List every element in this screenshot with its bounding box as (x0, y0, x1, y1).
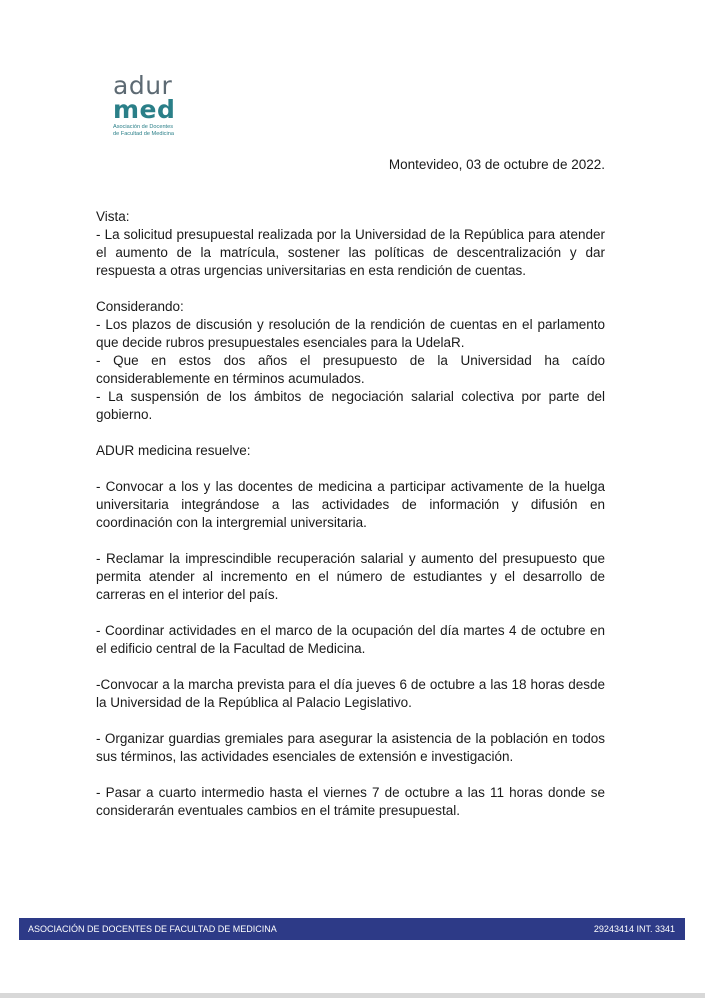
logo-med-text: med (113, 95, 176, 124)
considerando-heading: Considerando: (96, 299, 184, 314)
resuelve-item: - Organizar guardias gremiales para asegurar la asistencia de la población en todos sus términos, las actividades esenciales de extensión e investigación. (96, 731, 605, 764)
footer-phone: 29243414 INT. 3341 (593, 924, 675, 934)
bottom-divider (0, 993, 705, 998)
resuelve-item: - Coordinar actividades en el marco de la ocupación del día martes 4 de octubre en el edificio central de la Facultad de Medicina. (96, 623, 605, 656)
document-body (96, 208, 605, 820)
resuelve-heading: ADUR medicina resuelve: (96, 443, 251, 458)
resuelve-item: - Convocar a los y las docentes de medicina a participar activamente de la huelga universitaria integrándose a las actividades de información y difusión en coordinación con la intergremial universitaria. (96, 479, 605, 530)
vista-heading: Vista: (96, 209, 130, 224)
logo-adur-text: adur (113, 71, 173, 100)
considerando-item: - La suspensión de los ámbitos de negociación salarial colectiva por parte del gobierno. (96, 389, 605, 422)
document-date: Montevideo, 03 de octubre de 2022. (388, 157, 605, 172)
logo-subtitle-line1: Asociación de Docentes (113, 124, 174, 130)
considerando-item: - Que en estos dos años el presupuesto de la Universidad ha caído considerablemente en términos acumulados. (96, 353, 605, 386)
footer-organization: ASOCIACIÓN DE DOCENTES DE FACULTAD DE MEDICINA (28, 924, 277, 934)
logo-subtitle-line2: de Facultad de Medicina (113, 130, 174, 137)
resuelve-item: -Convocar a la marcha prevista para el día jueves 6 de octubre a las 18 horas desde la Universidad de la República al Palacio Legislativo. (96, 677, 605, 710)
resuelve-item: - Reclamar la imprescindible recuperación salarial y aumento del presupuesto que permita atender al incremento en el número de estudiantes y el desarrollo de carreras en el interior del país. (96, 551, 605, 602)
vista-item: - La solicitud presupuestal realizada por la Universidad de la República para atender el aumento de la matrícula, sostener las políticas de descentralización y dar respuesta a otras urgencias universitarias en esta rendición de cuentas. (96, 227, 605, 278)
resuelve-item: - Pasar a cuarto intermedio hasta el viernes 7 de octubre a las 11 horas donde se considerarán eventuales cambios en el trámite presupuestal. (96, 785, 605, 818)
footer-bar (19, 918, 685, 940)
adurmed-logo (113, 71, 193, 137)
considerando-item: - Los plazos de discusión y resolución de la rendición de cuentas en el parlamento que decide rubros presupuestales esenciales para la UdelaR. (96, 317, 605, 350)
